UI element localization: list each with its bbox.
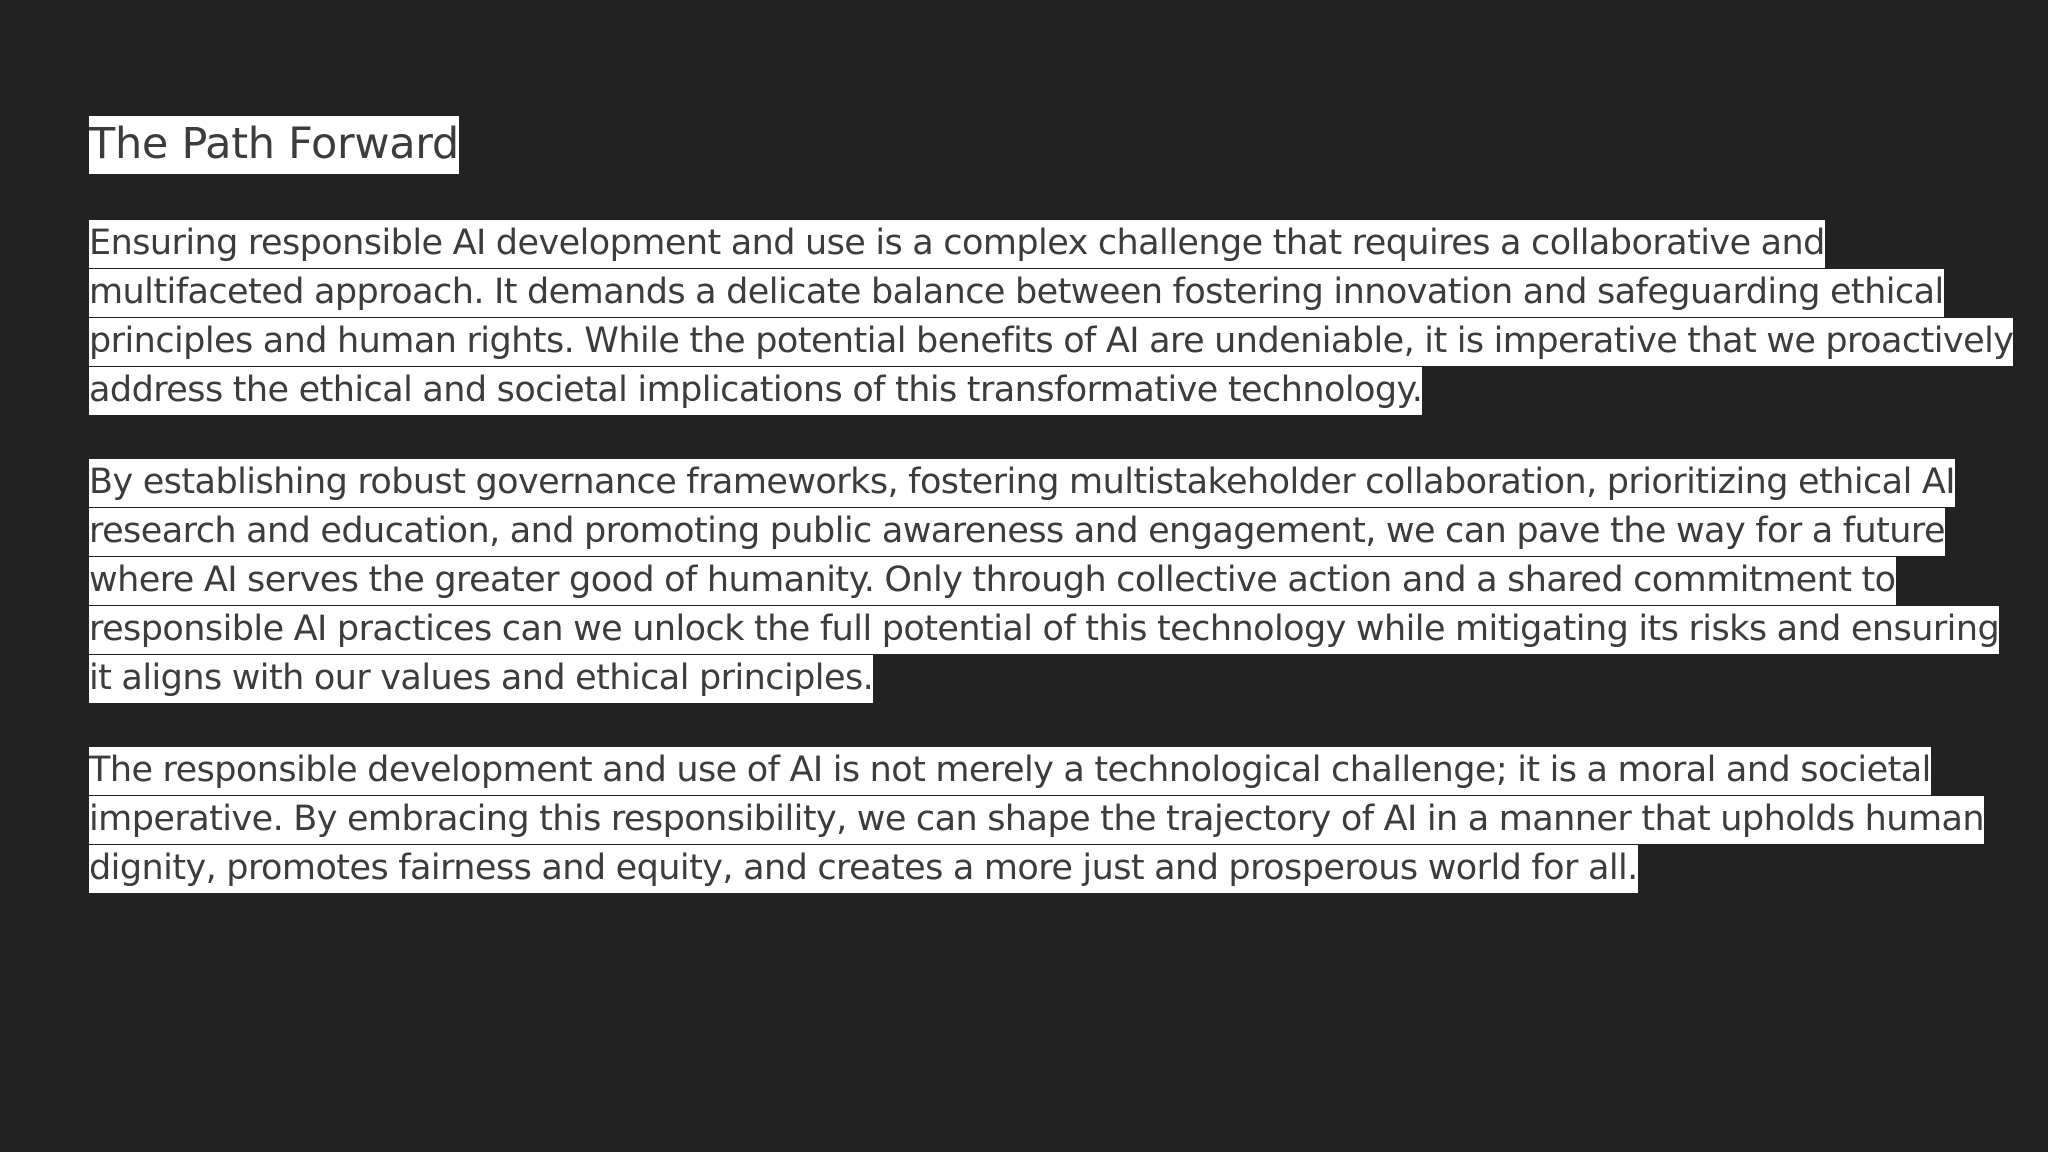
paragraph-line-text: dignity, promotes fairness and equity, and creates a more just and prosperous world for all. (89, 845, 1638, 893)
paragraph-line (89, 746, 1969, 795)
paragraph-line-text: where AI serves the greater good of humanity. Only through collective action and a shared commitment to (89, 557, 1896, 605)
paragraph-line (89, 268, 1969, 317)
paragraph-line-text: address the ethical and societal implications of this transformative technology. (89, 367, 1422, 415)
paragraph-1 (89, 219, 2014, 415)
paragraph-line-text: multifaceted approach. It demands a delicate balance between fostering innovation and safeguarding ethical (89, 269, 1944, 317)
slide-title (89, 116, 1969, 172)
slide-title-text: The Path Forward (89, 116, 459, 174)
paragraph-line (89, 366, 1969, 415)
paragraph-line-text: imperative. By embracing this responsibility, we can shape the trajectory of AI in a manner that upholds human (89, 796, 1984, 844)
paragraph-3 (89, 746, 1985, 893)
paragraph-line (89, 458, 1969, 507)
paragraph-line (89, 795, 1985, 844)
paragraph-line-text: By establishing robust governance frameworks, fostering multistakeholder collaboration, prioritizing ethical AI (89, 459, 1955, 507)
paragraph-line-text: responsible AI practices can we unlock the full potential of this technology while mitigating its risks and ensuring (89, 606, 1999, 654)
paragraph-line (89, 605, 2000, 654)
paragraph-line-text: it aligns with our values and ethical principles. (89, 655, 873, 703)
paragraph-line (89, 507, 1969, 556)
paragraph-line (89, 317, 2014, 366)
paragraph-line-text: The responsible development and use of AI is not merely a technological challenge; it is a moral and societal (89, 747, 1931, 795)
paragraph-line (89, 654, 1969, 703)
slide-content (89, 116, 2014, 936)
paragraph-line-text: principles and human rights. While the potential benefits of AI are undeniable, it is imperative that we proactively (89, 318, 2013, 366)
paragraph-line (89, 556, 1969, 605)
paragraph-line (89, 844, 1969, 893)
paragraph-line-text: Ensuring responsible AI development and use is a complex challenge that requires a collaborative and (89, 220, 1825, 268)
paragraph-line-text: research and education, and promoting public awareness and engagement, we can pave the way for a future (89, 508, 1945, 556)
paragraph-line (89, 219, 1969, 268)
paragraph-2 (89, 458, 2000, 703)
